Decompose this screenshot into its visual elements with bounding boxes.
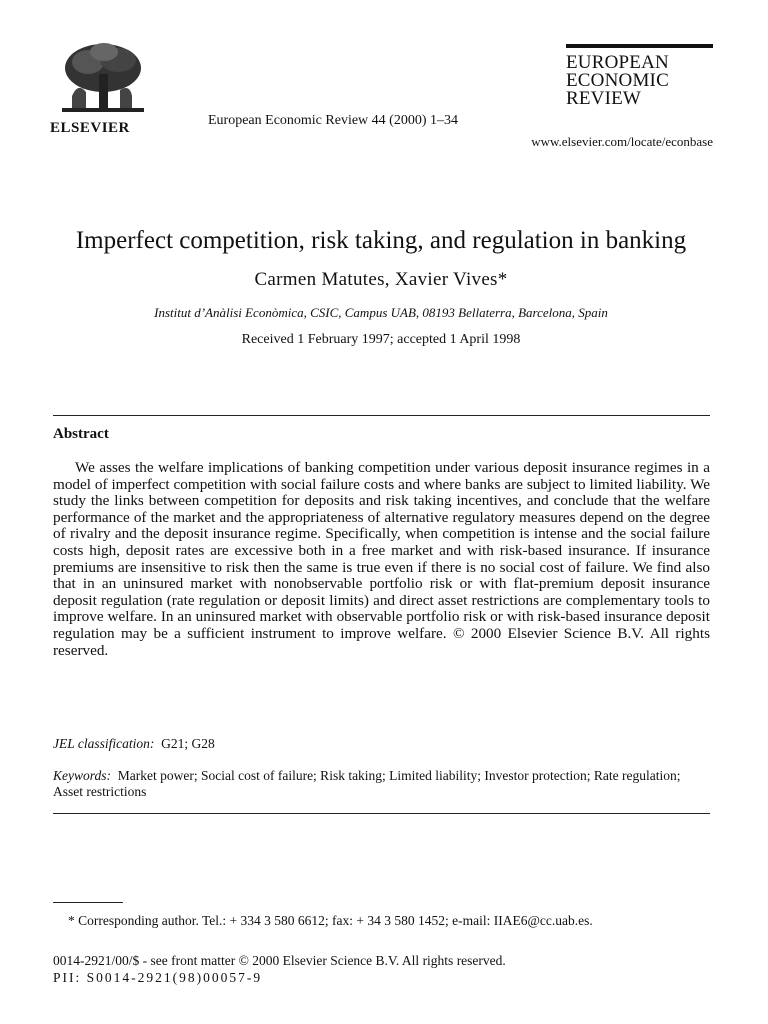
divider-top: [53, 415, 710, 416]
journal-url-link[interactable]: www.elsevier.com/locate/econbase: [531, 134, 713, 149]
masthead-line-3: REVIEW: [566, 88, 642, 109]
elsevier-logo: [50, 40, 158, 137]
journal-citation: European Economic Review 44 (2000) 1–34: [208, 113, 458, 128]
masthead-line-1: EUROPEAN: [566, 52, 669, 73]
received-dates: Received 1 February 1997; accepted 1 April 1998: [241, 332, 521, 347]
journal-masthead: [566, 44, 713, 108]
masthead-line-2: ECONOMIC: [566, 70, 669, 91]
pii-line: PII: S0014-2921(98)00057-9: [53, 970, 263, 985]
keywords-value: Market power; Social cost of failure; Risk taking; Limited liability; Investor protection; Rate regulation; Asset restrictions: [53, 768, 681, 799]
jel-classification: [53, 736, 215, 752]
publisher-name: ELSEVIER: [50, 120, 130, 136]
jel-label: JEL classification:: [53, 736, 155, 751]
footnote-rule: [53, 902, 123, 903]
jel-value: G21; G28: [161, 736, 215, 751]
elsevier-tree-icon: [58, 40, 148, 118]
article-title: Imperfect competition, risk taking, and regulation in banking: [75, 227, 687, 254]
front-matter: [53, 952, 506, 986]
keywords-label: Keywords:: [53, 768, 111, 783]
masthead-rule: [566, 44, 713, 48]
divider-bottom: [53, 813, 710, 814]
abstract-body: We asses the welfare implications of banking competition under various deposit insurance regimes in a model of imperfect competition with social failure costs and where banks are subject to limited liability. We study the links between competition for deposits and risk taking incentives, and conclude that the welfare performance of the market and the appropriateness of alternative regulatory measures depend on the degree of rivalry and the deposit insurance regime. Specifically, when competition is intense and the social failure costs high, deposit rates are excessive both in a free market and with risk-based insurance. If insurance premiums are insensitive to risk then the same is true even if there is no social cost of failure. We find also that in an uninsured market with nonobservable portfolio risk or with flat-premium deposit insurance deposit regulation (rate regulation or deposit limits) and direct asset restrictions are complementary tools to improve welfare. In an uninsured market with observable portfolio risk or with risk-based insurance deposit regulation may be a sufficient instrument to improve welfare. © 2000 Elsevier Science B.V. All rights reserved.: [53, 459, 710, 659]
affiliation: Institut d’Anàlisi Econòmica, CSIC, Campus UAB, 08193 Bellaterra, Barcelona, Spain: [154, 305, 608, 320]
corresponding-author-footnote: * Corresponding author. Tel.: + 334 3 580 6612; fax: + 34 3 580 1452; e-mail: IIAE6@cc.uab.es.: [68, 913, 593, 928]
keywords: [53, 768, 710, 800]
abstract-heading: Abstract: [53, 426, 109, 442]
copyright-line: 0014-2921/00/$ - see front matter © 2000 Elsevier Science B.V. All rights reserved.: [53, 953, 506, 968]
authors: Carmen Matutes, Xavier Vives*: [254, 269, 508, 290]
title-block: [48, 226, 714, 348]
